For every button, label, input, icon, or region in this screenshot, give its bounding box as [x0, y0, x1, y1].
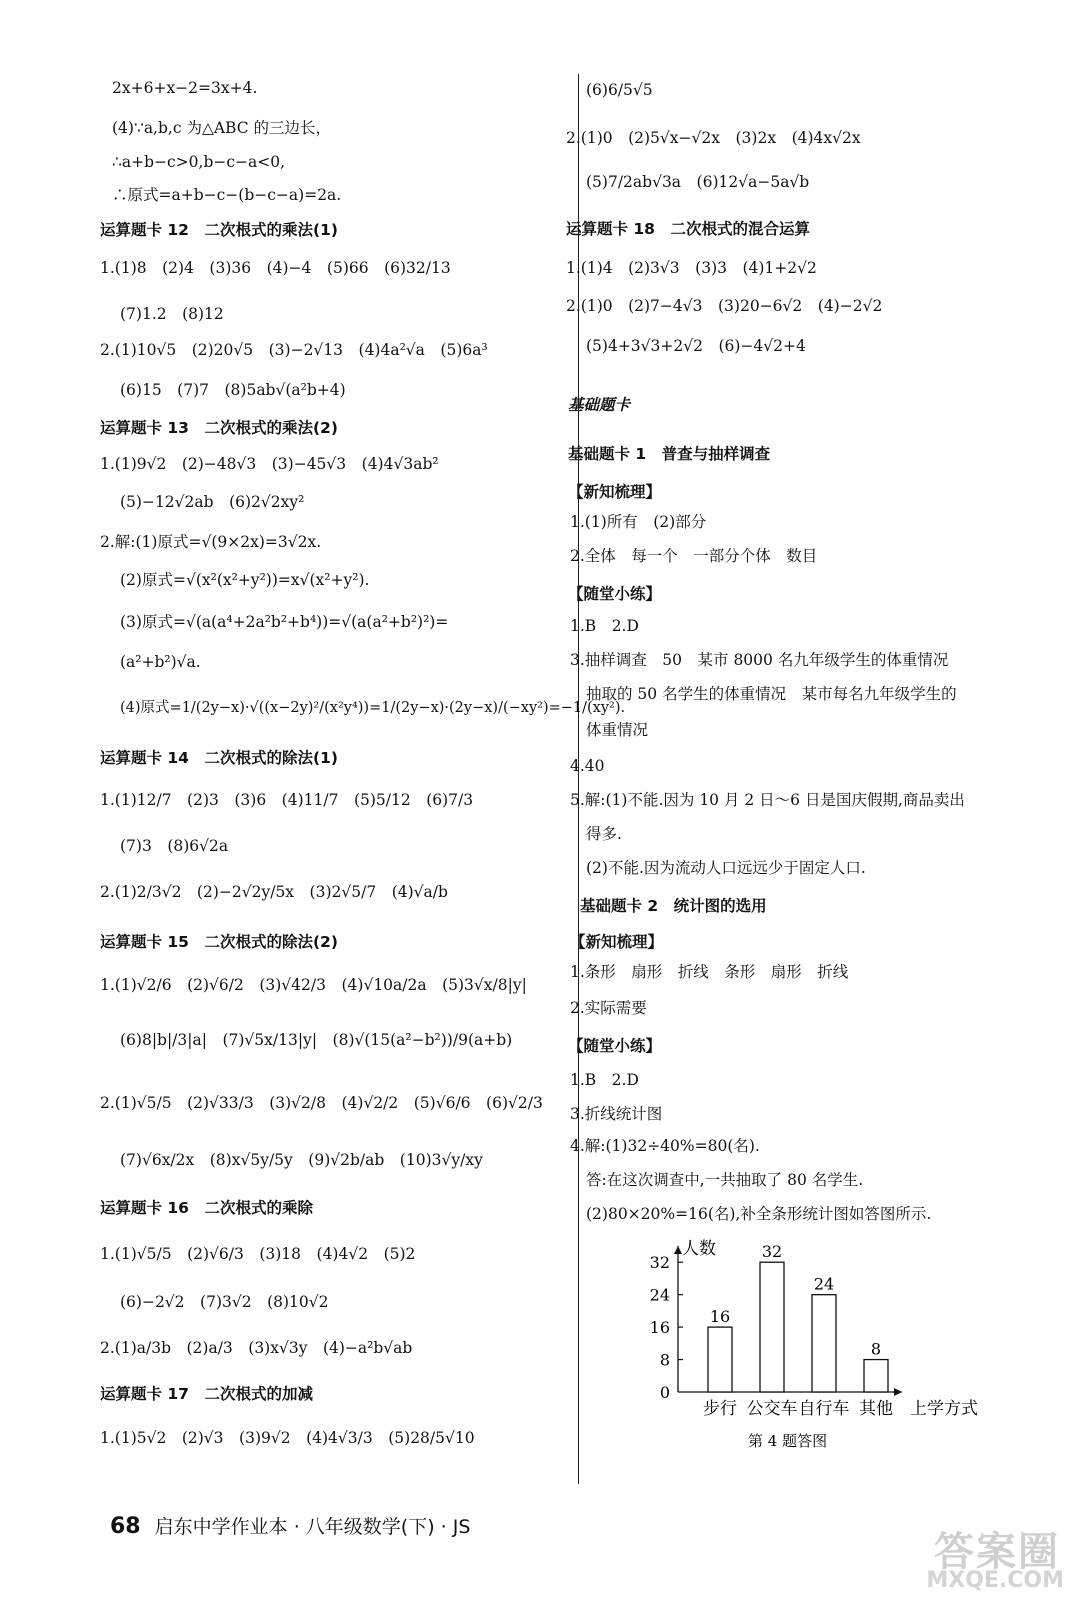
line: 答:在这次调查中,一共抽取了 80 名学生. [586, 1171, 864, 1189]
column-divider [578, 74, 579, 1484]
line: (2)原式=√(x²(x²+y²))=x√(x²+y²). [120, 571, 370, 589]
page-footer [110, 1512, 470, 1539]
bar-data-label: 16 [709, 1307, 731, 1327]
category-label: 步行 [703, 1399, 737, 1419]
line: 1.B 2.D [570, 617, 639, 635]
line: 1.(1)所有 (2)部分 [570, 513, 707, 531]
bar [864, 1360, 888, 1392]
section-heading: 基础题卡 2 统计图的选用 [580, 897, 767, 915]
bar-data-label: 8 [870, 1339, 882, 1359]
line: 3.折线统计图 [570, 1105, 663, 1123]
line: 4.解:(1)32÷40%=80(名). [570, 1137, 760, 1155]
subsection-heading: 【随堂小练】 [568, 585, 662, 603]
line: (5)7/2ab√3a (6)12√a−5a√b [586, 173, 810, 191]
section-heading: 运算题卡 12 二次根式的乘法(1) [100, 221, 338, 239]
line: 1.(1)8 (2)4 (3)36 (4)−4 (5)66 (6)32/13 [100, 259, 451, 277]
line: 1.(1)√2/6 (2)√6/2 (3)√42/3 (4)√10a/2a (5)3√x/8|y| [100, 976, 527, 994]
line: (7)√6x/2x (8)x√5y/5y (9)√2b/ab (10)3√y/xy [120, 1151, 483, 1169]
bar [760, 1262, 784, 1392]
watermark-url: MXQE.COM [926, 1568, 1064, 1593]
line: 抽取的 50 名学生的体重情况 某市每名九年级学生的 [586, 685, 957, 703]
line: (6)8|b|/3|a| (7)√5x/13|y| (8)√(15(a²−b²))/9(a+b) [120, 1031, 513, 1049]
subsection-heading: 【新知梳理】 [568, 483, 662, 501]
line: (3)原式=√(a(a⁴+2a²b²+b⁴))=√(a(a²+b²)²)= [120, 613, 449, 631]
line: ∴a+b−c>0,b−c−a<0, [112, 153, 286, 171]
x-axis-label: 上学方式 [910, 1399, 978, 1419]
line: (6)15 (7)7 (8)5ab√(a²b+4) [120, 381, 346, 399]
line: 2.(1)√5/5 (2)√33/3 (3)√2/8 (4)√2/2 (5)√6/6 (6)√2/3 [100, 1094, 543, 1112]
line: 2.全体 每一个 一部分个体 数目 [570, 547, 818, 565]
line: 1.(1)9√2 (2)−48√3 (3)−45√3 (4)4√3ab² [100, 455, 439, 473]
section-heading: 运算题卡 15 二次根式的除法(2) [100, 933, 338, 951]
line: ∴原式=a+b−c−(b−c−a)=2a. [112, 186, 342, 204]
line: 1.(1)12/7 (2)3 (3)6 (4)11/7 (5)5/12 (6)7/3 [100, 791, 474, 809]
line: 2.(1)0 (2)7−4√3 (3)20−6√2 (4)−2√2 [566, 297, 883, 315]
line: (6)−2√2 (7)3√2 (8)10√2 [120, 1293, 329, 1311]
y-tick-label: 8 [659, 1350, 670, 1370]
chart-caption: 第 4 题答图 [748, 1432, 828, 1450]
y-tick-label: 32 [649, 1253, 670, 1273]
y-tick-label: 0 [659, 1383, 670, 1402]
bar [812, 1295, 836, 1392]
y-tick-label: 16 [649, 1318, 670, 1338]
line: (4)∵a,b,c 为△ABC 的三边长， [112, 119, 332, 137]
y-axis-label: 人数 [682, 1239, 716, 1259]
subsection-heading: 【随堂小练】 [568, 1037, 662, 1055]
watermark: 答案圈 [934, 1529, 1060, 1575]
part-title: 基础题卡 [568, 396, 631, 414]
line: (6)6/5√5 [586, 81, 653, 99]
line: (7)1.2 (8)12 [120, 305, 224, 323]
bar [708, 1327, 732, 1392]
line: 2.(1)10√5 (2)20√5 (3)−2√13 (4)4a²√a (5)6a³ [100, 341, 488, 359]
line: 1.(1)5√2 (2)√3 (3)9√2 (4)4√3/3 (5)28/5√10 [100, 1429, 475, 1447]
book-title: 启东中学作业本 · 八年级数学(下) · JS [154, 1516, 471, 1538]
line: (a²+b²)√a. [120, 653, 201, 671]
x-axis-arrow [894, 1388, 902, 1396]
page-number: 68 [110, 1514, 141, 1539]
line: 1.条形 扇形 折线 条形 扇形 折线 [570, 963, 849, 981]
section-heading: 运算题卡 17 二次根式的加减 [100, 1385, 313, 1403]
line: (5)−12√2ab (6)2√2xy² [120, 493, 305, 511]
line: 2.实际需要 [570, 999, 647, 1017]
line: 5.解:(1)不能.因为 10 月 2 日～6 日是国庆假期,商品卖出 [570, 791, 965, 809]
bar-chart [640, 1232, 1000, 1462]
line: 3.抽样调查 50 某市 8000 名九年级学生的体重情况 [570, 651, 949, 669]
section-heading: 运算题卡 13 二次根式的乘法(2) [100, 419, 338, 437]
line: 2x+6+x−2=3x+4. [112, 79, 258, 97]
section-heading: 基础题卡 1 普查与抽样调查 [568, 445, 771, 463]
line: 2.(1)a/3b (2)a/3 (3)x√3y (4)−a²b√ab [100, 1339, 413, 1357]
line: (4)原式=1/(2y−x)·√((x−2y)²/(x²y⁴))=1/(2y−x)·(2y−x)/(−xy²)=−1/(xy²). [120, 700, 626, 716]
y-axis-arrow [674, 1246, 682, 1254]
category-label: 自行车 [798, 1399, 850, 1419]
line: 体重情况 [586, 721, 649, 739]
subsection-heading: 【新知梳理】 [570, 933, 664, 951]
section-heading: 运算题卡 16 二次根式的乘除 [100, 1199, 313, 1217]
y-tick-label: 24 [649, 1285, 670, 1305]
section-heading: 运算题卡 14 二次根式的除法(1) [100, 749, 338, 767]
bar-data-label: 24 [813, 1274, 835, 1294]
bar-data-label: 32 [761, 1242, 783, 1262]
line: (2)80×20%=16(名),补全条形统计图如答图所示. [586, 1205, 932, 1223]
line: 得多. [586, 825, 622, 843]
line: 2.(1)2/3√2 (2)−2√2y/5x (3)2√5/7 (4)√a/b [100, 883, 448, 901]
section-heading: 运算题卡 18 二次根式的混合运算 [566, 220, 810, 238]
line: (5)4+3√3+2√2 (6)−4√2+4 [586, 337, 806, 355]
line: (2)不能.因为流动人口远远少于固定人口. [586, 859, 866, 877]
category-label: 其他 [859, 1399, 893, 1419]
line: 1.(1)4 (2)3√3 (3)3 (4)1+2√2 [566, 259, 817, 277]
line: 4.40 [570, 757, 605, 775]
line: 1.B 2.D [570, 1071, 639, 1089]
line: (7)3 (8)6√2a [120, 837, 229, 855]
line: 2.(1)0 (2)5√x−√2x (3)2x (4)4x√2x [566, 129, 861, 147]
category-label: 公交车 [746, 1399, 798, 1419]
line: 1.(1)√5/5 (2)√6/3 (3)18 (4)4√2 (5)2 [100, 1245, 416, 1263]
line: 2.解:(1)原式=√(9×2x)=3√2x. [100, 533, 322, 551]
